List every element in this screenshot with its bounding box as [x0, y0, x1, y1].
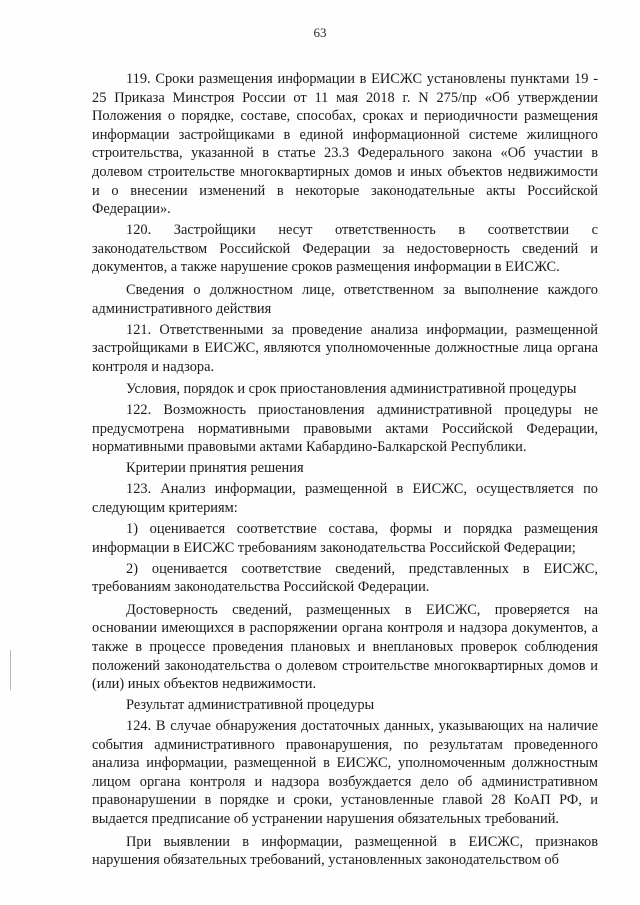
paragraph-121: 121. Ответственными за проведение анализа информации, размещенной застройщиками в ЕИСЖС, являются уполномоченные должностные лица органа контроля и надзора.: [92, 321, 598, 375]
paragraph-123: 123. Анализ информации, размещенной в ЕИСЖС, осуществляется по следующим критериям:: [92, 481, 598, 517]
paragraph-120: 120. Застройщики несут ответственность в соответствии с законодательством Российской Федерации за недостоверность сведений и документов, а также нарушение сроков размещения информации в ЕИСЖС.: [92, 222, 598, 276]
page-number: 63: [313, 25, 327, 40]
paragraph-122: 122. Возможность приостановления административной процедуры не предусмотрена нормативными правовыми актами Российской Федерации, нормативными правовыми актами Кабардино-Балкарской Республики.: [92, 402, 598, 456]
criterion-1: 1) оценивается соответствие состава, формы и порядка размещения информации в ЕИСЖС требованиям законодательства Российской Федерации;: [92, 521, 598, 556]
section-heading-responsible-person: Сведения о должностном лице, ответственном за выполнение каждого административного действия: [92, 281, 598, 317]
document-body: [92, 70, 598, 872]
section-heading-decision-criteria: Критерии принятия решения: [126, 460, 304, 477]
paragraph-119: 119. Сроки размещения информации в ЕИСЖС установлены пунктами 19 - 25 Приказа Минстроя России от 11 мая 2018 г. N 275/пр «Об утверждении Положения о порядке, составе, способах, сроках и периодичности размещения информации застройщиками в единой информационной системе жилищного строительства, указанной в статье 23.3 Федерального закона «Об участии в долевом строительстве многоквартирных домов и иных объектов недвижимости и о внесении изменений в некоторые законодательные акты Российской Федерации».: [92, 71, 598, 218]
paragraph-violation-detection: При выявлении в информации, размещенной в ЕИСЖС, признаков нарушения обязательных требований, установленных законодательством об: [92, 833, 598, 869]
paragraph-reliability: Достоверность сведений, размещенных в ЕИСЖС, проверяется на основании имеющихся в распоряжении органа контроля и надзора документов, а также в процессе проведения плановых и внеплановых проверок соблюдения положений законодательства о долевом строительстве многоквартирных домов и (или) иных объектов недвижимости.: [92, 601, 598, 693]
paragraph-124: 124. В случае обнаружения достаточных данных, указывающих на наличие события административного правонарушения, по результатам проведенного анализа информации, размещенной в ЕИСЖС, уполномоченным должностным лицом органа контроля и надзора возбуждается дело об административном правонарушении в порядке и сроки, установленные главой 28 КоАП РФ, и выдается предписание об устранении нарушения обязательных требований.: [92, 718, 598, 828]
criterion-2: 2) оценивается соответствие сведений, представленных в ЕИСЖС, требованиям законодательства Российской Федерации.: [92, 560, 598, 596]
section-heading-suspension-conditions: Условия, порядок и срок приостановления административной процедуры: [126, 381, 577, 398]
scan-edge-mark: [10, 650, 11, 690]
section-heading-procedure-result: Результат административной процедуры: [126, 697, 375, 714]
